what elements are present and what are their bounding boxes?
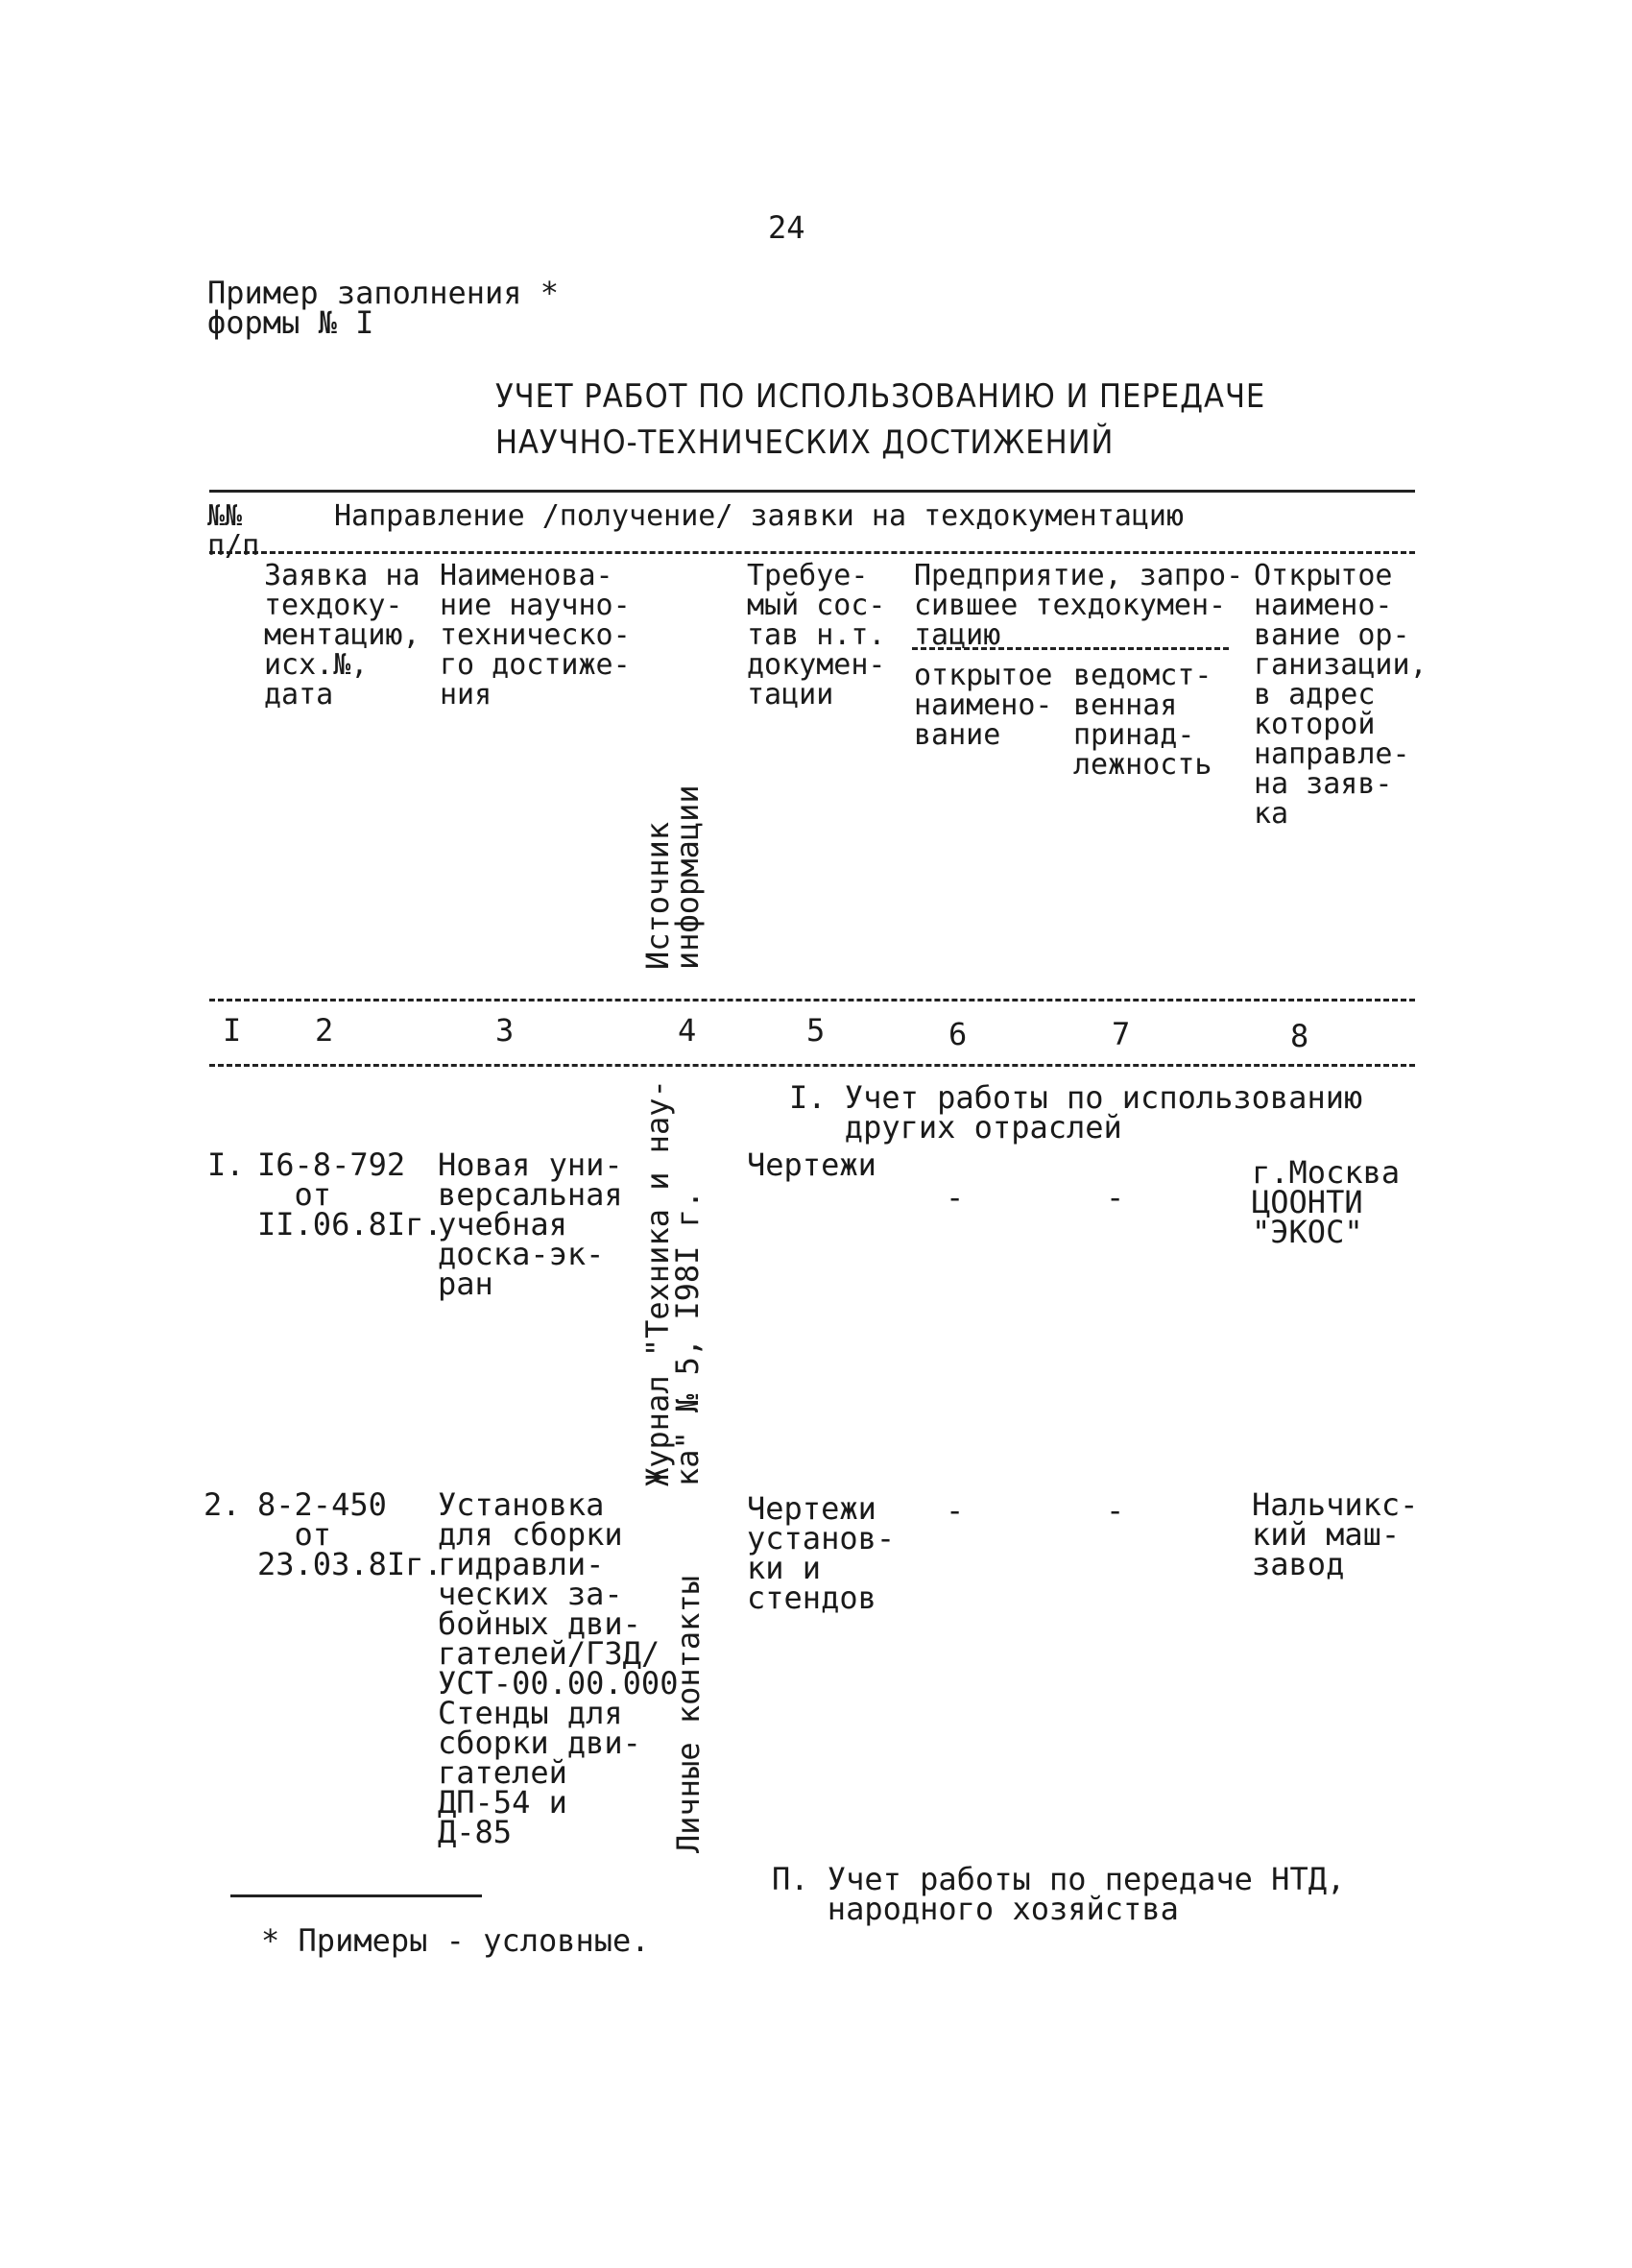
section-1-title: I. Учет работы по использованию других отраслей <box>789 1079 1363 1146</box>
header-row-number: №№ п/п <box>207 499 260 563</box>
row-information-source: Личные контакты <box>670 1576 707 1853</box>
header-requesting-enterprise: Предприятие, запро- сившее техдокумен- тацию <box>914 559 1244 652</box>
header-request: Заявка на техдоку- ментацию, исх.№, дата <box>264 559 420 712</box>
example-note: Пример заполнения * формы № I <box>207 275 560 341</box>
row-number: 2. <box>204 1486 241 1523</box>
column-number-7: 7 <box>1112 1016 1131 1052</box>
column-numbers-rule <box>209 1064 1415 1067</box>
row-addressee: г.Москва ЦООНТИ "ЭКОС" <box>1252 1154 1401 1250</box>
footnote-rule <box>230 1894 482 1897</box>
row-required-docs: Чертежи <box>747 1146 876 1183</box>
header-required-docs: Требуе- мый сос- тав н.т. докумен- тации <box>747 559 886 712</box>
column-number-8: 8 <box>1290 1018 1309 1054</box>
row-information-source: Журнал "Техника и нау- ка" № 5, I98I г. <box>639 1079 706 1486</box>
header-enterprise-affiliation: ведомст- венная принад- лежность <box>1073 659 1212 782</box>
header-information-source: Источник информации <box>639 784 706 970</box>
column-number-5: 5 <box>806 1012 826 1049</box>
page-number: 24 <box>768 209 805 246</box>
column-number-4: 4 <box>678 1012 697 1049</box>
header-addressee: Открытое наимено- вание ор- ганизации, в адрес которой направле- на заяв- ка <box>1254 559 1428 831</box>
row-enterprise-open-name: - <box>946 1492 965 1529</box>
row-addressee: Нальчикс- кий маш- завод <box>1252 1486 1419 1582</box>
column-number-6: 6 <box>948 1016 968 1052</box>
row-enterprise-open-name: - <box>946 1179 965 1216</box>
column-number-1: I <box>223 1012 242 1049</box>
row-achievement-name: Новая уни- версальная учебная доска-эк- ран <box>438 1146 623 1302</box>
column-number-3: 3 <box>495 1012 515 1049</box>
header-achievement-name: Наименова- ние научно- техническо- го достиже- ния <box>440 559 631 712</box>
column-number-2: 2 <box>315 1012 334 1049</box>
header-bottom-rule <box>209 999 1415 1001</box>
footnote: * Примеры - условные. <box>261 1922 650 1959</box>
section-2-title: П. Учет работы по передаче НТД, народного хозяйства <box>772 1861 1346 1927</box>
row-enterprise-affiliation: - <box>1106 1179 1125 1216</box>
row-number: I. <box>207 1146 245 1183</box>
header-group-direction: Направление /получение/ заявки на техдокументацию <box>334 499 1185 533</box>
row-required-docs: Чертежи установ- ки и стендов <box>747 1490 896 1616</box>
table-top-rule <box>209 490 1415 493</box>
row-achievement-name: Установка для сборки гидравли- ческих за- бойных дви- гателей/ГЗД/ УСТ-00.00.000 Стенды для сборки дви- гателей ДП-54 и Д-85 <box>438 1486 679 1850</box>
row-enterprise-affiliation: - <box>1106 1492 1125 1529</box>
document-title-line-2: НАУЧНО-ТЕХНИЧЕСКИХ ДОСТИЖЕНИЙ <box>495 423 1115 462</box>
group-header-rule <box>209 551 1415 554</box>
row-request: I6-8-792 от II.06.8Iг. <box>257 1146 443 1243</box>
document-title-line-1: УЧЕТ РАБОТ ПО ИСПОЛЬЗОВАНИЮ И ПЕРЕДАЧЕ <box>495 377 1266 416</box>
row-request: 8-2-450 от 23.03.8Iг. <box>257 1486 443 1582</box>
header-enterprise-open-name: открытое наимено- вание <box>914 659 1053 752</box>
